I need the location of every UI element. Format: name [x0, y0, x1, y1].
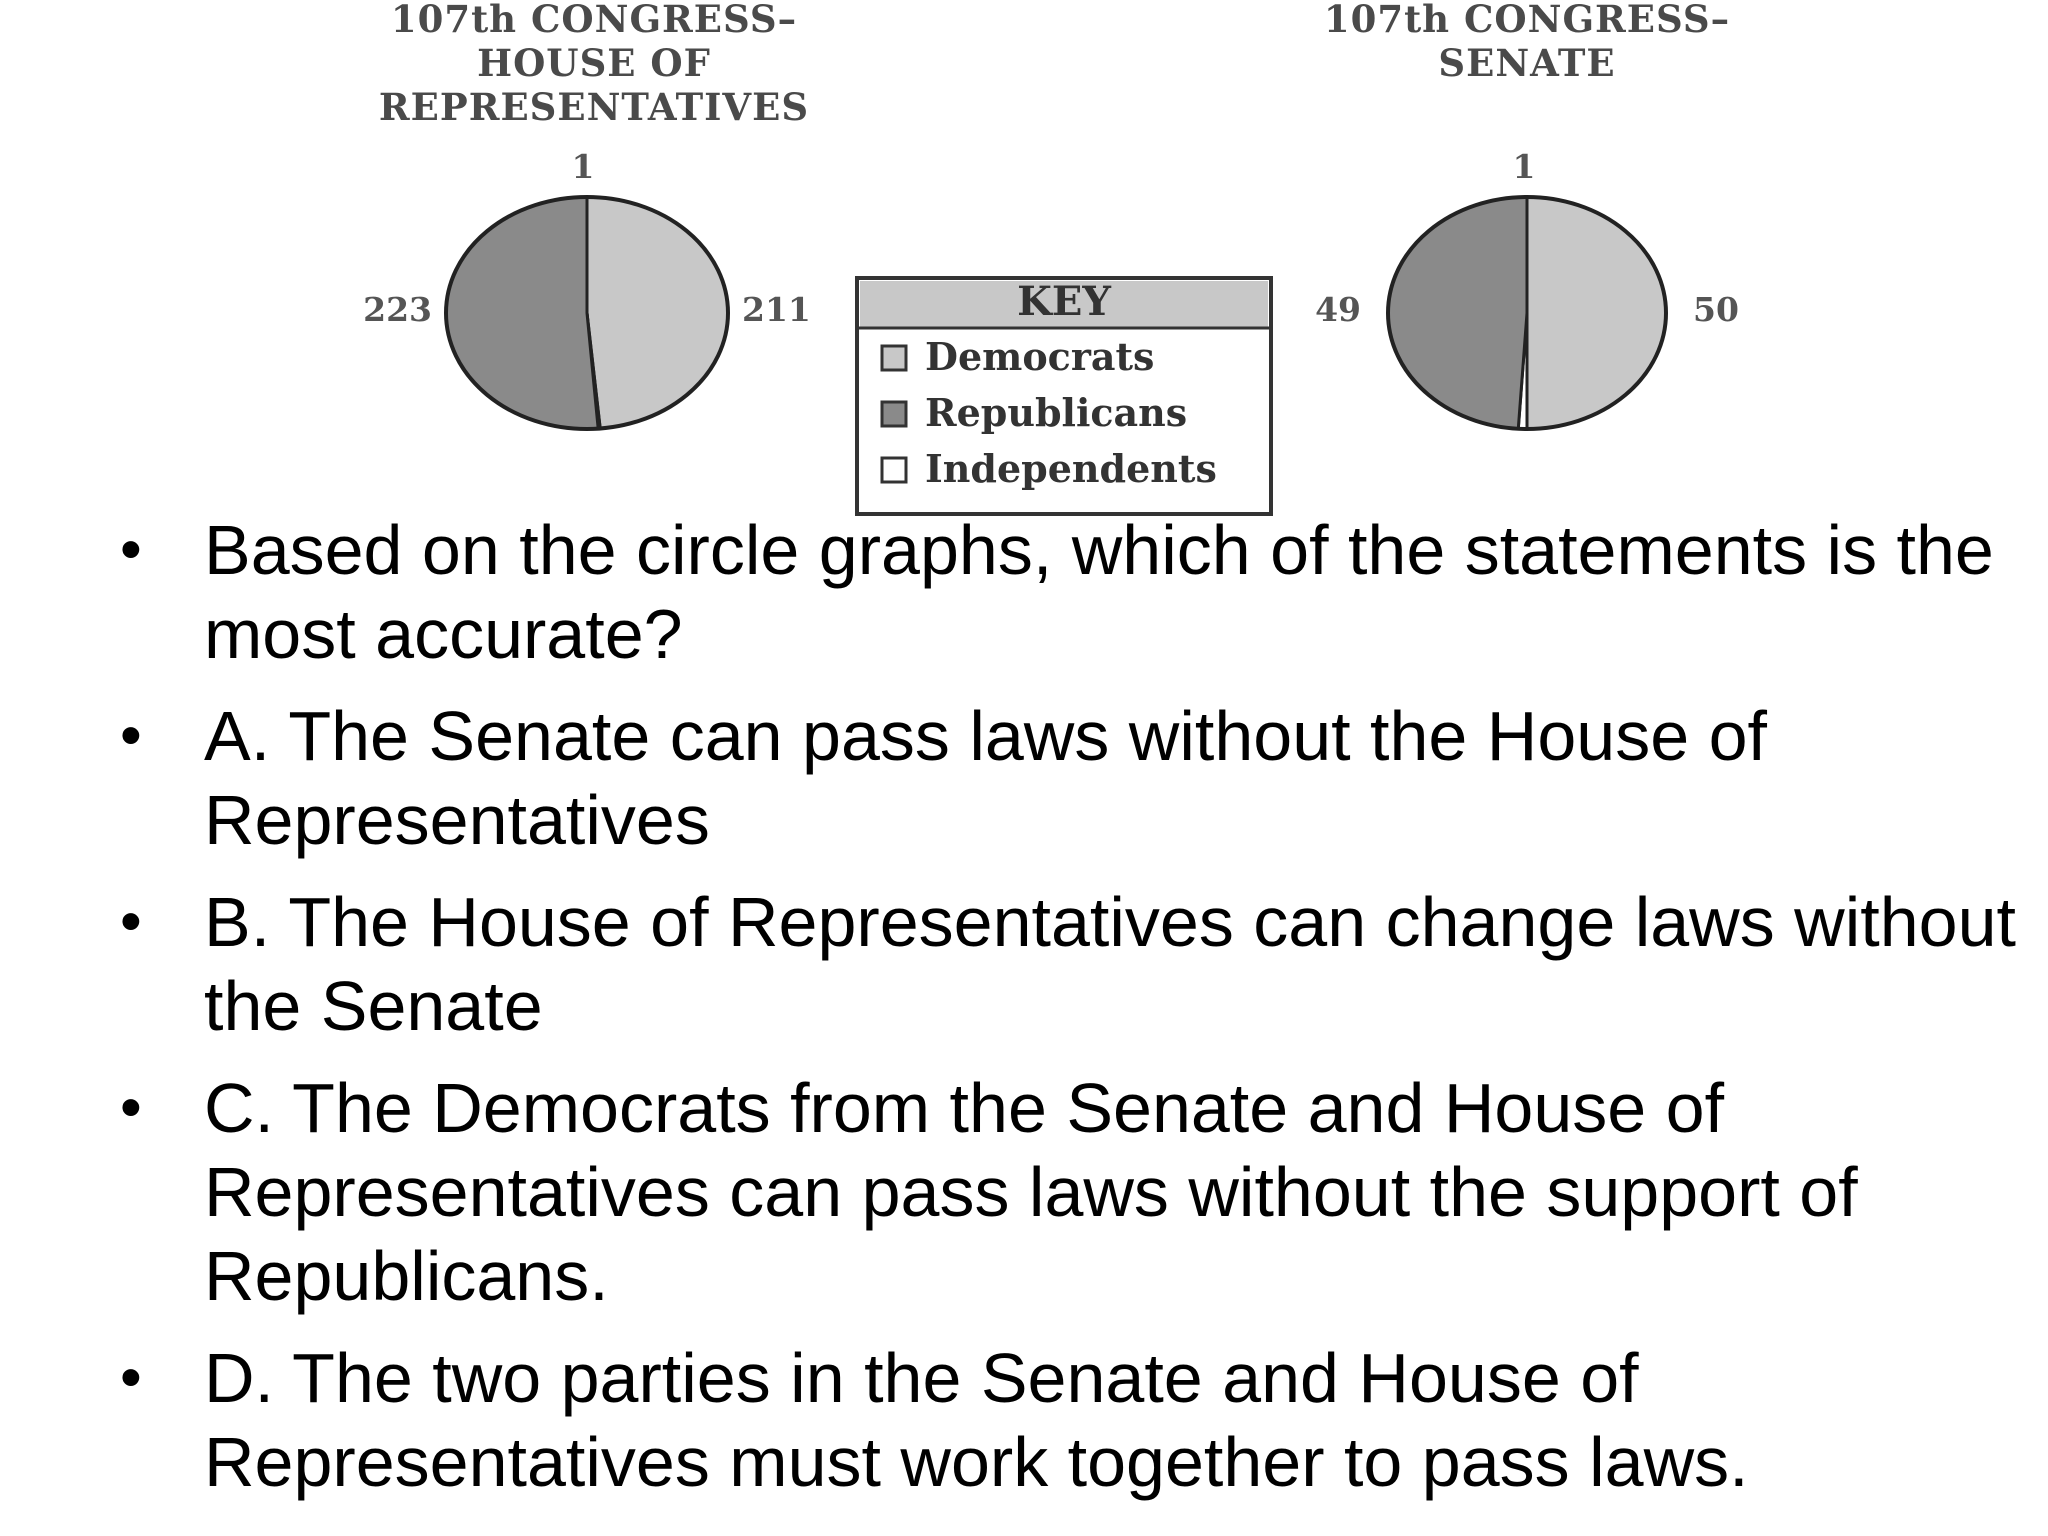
chart-area: [0, 0, 2048, 530]
pie-slice-democrats: [587, 197, 728, 428]
answer-option-c: [120, 1066, 2020, 1318]
answer-option-a: [120, 694, 2020, 862]
bullet: •: [120, 515, 142, 584]
pie-label-independents: 1: [571, 147, 595, 186]
chart-title-line: SENATE: [1438, 41, 1616, 85]
key-swatch-republicans: [882, 402, 906, 426]
answer-option-d: [120, 1336, 2020, 1504]
key-label-democrats: Democrats: [925, 334, 1155, 379]
pie-label-democrats: 50: [1693, 290, 1739, 329]
answer-option-b-text: B. The House of Representatives can change laws without the Senate: [204, 883, 2016, 1045]
key-swatch-independents: [882, 458, 906, 482]
pie-label-republicans: 49: [1315, 290, 1361, 329]
bullet: •: [120, 887, 142, 956]
question-list: [120, 508, 2020, 1522]
pie-slice-democrats: [1527, 197, 1666, 429]
bullet: •: [120, 1073, 142, 1142]
chart-title-line: HOUSE OF: [477, 41, 711, 85]
pie-label-republicans: 223: [363, 290, 432, 329]
answer-option-b: [120, 880, 2020, 1048]
answer-option-d-text: D. The two parties in the Senate and House of Representatives must work together to pass laws.: [204, 1339, 1749, 1501]
key-label-republicans: Republicans: [925, 390, 1188, 435]
pie-slice-republicans: [446, 197, 598, 429]
chart-figure: [0, 0, 2048, 530]
chart-title-line: 107th CONGRESS–: [1323, 0, 1731, 41]
key-label-independents: Independents: [925, 446, 1217, 491]
pie-label-independents: 1: [1512, 147, 1536, 186]
bullet: •: [120, 701, 142, 770]
answer-option-a-text: A. The Senate can pass laws without the House of Representatives: [204, 697, 1767, 859]
pie-label-democrats: 211: [742, 290, 811, 329]
chart-title-line: REPRESENTATIVES: [378, 85, 810, 129]
chart-title-line: 107th CONGRESS–: [390, 0, 798, 41]
key-title: KEY: [1017, 278, 1111, 325]
bullet: •: [120, 1343, 142, 1412]
pie-slice-republicans: [1388, 197, 1527, 429]
question-stem: [120, 508, 2020, 676]
key-swatch-democrats: [882, 346, 906, 370]
answer-option-c-text: C. The Democrats from the Senate and House of Representatives can pass laws without the support of Republicans.: [204, 1069, 1858, 1315]
question-stem-text: Based on the circle graphs, which of the statements is the most accurate?: [204, 511, 1994, 673]
